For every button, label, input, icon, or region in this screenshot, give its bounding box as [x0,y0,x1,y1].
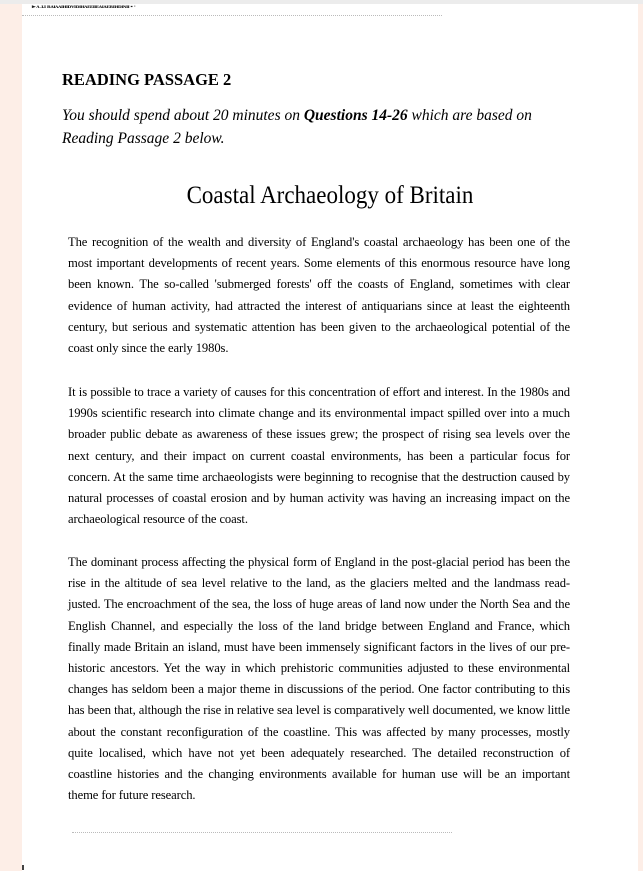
instructions-suffix: which are based on Reading Passage 2 below. [62,107,532,147]
instructions [62,104,582,150]
passage-title: Coastal Archaeology of Britain [186,182,474,209]
paragraph-3: The dominant process affecting the physical form of England in the post-glacial period has been the rise in the altitude of sea level relative to the land, as the glaciers melted and the landmass read-justed. The encroachment of the sea, the loss of huge areas of land now under the North Sea and the English Channel, and especially the loss of the land bridge between England and France, which finally made Britain an island, must have been immensely significant factors in the lives of our pre-historic ancestors. Yet the way in which prehistoric communities adjusted to these environmental changes has seldom been a major theme in discussions of the period. One factor contributing to this has been that, although the rise in relative sea level is comparatively well documented, we know little about the constant reconfiguration of the coastline. This was affected by many processes, mostly quite localised, which have not yet been adequately researched. The detailed reconstruction of coastline histories and the changing environments available for human use will be an important theme for future research. [68,555,570,803]
paragraph-1: The recognition of the wealth and diversity of England's coastal archaeology has been one of the most important developments of recent years. Some elements of this enormous resource have long been known. The so-called 'submerged forests' off the coasts of England, sometimes with clear evidence of human activity, had attracted the interest of antiquarians since at least the eighteenth century, but serious and systematic attention has been given to the archaeological potential of the coast only since the early 1980s. [68,235,570,356]
paragraph-2: It is possible to trace a variety of causes for this concentration of effort and interest. In the 1980s and 1990s scientific research into climate change and its environmental impact spilled over into a much broader public debate as awareness of these issues grew; the prospect of rising sea levels over the next century, and their impact on current coastal environments, has been a particular focus for concern. At the same time archaeologists were beginning to recognise that the destruction caused by natural processes of coastal erosion and by human activity was having an increasing impact on the archaeological resource of the coast. [68,385,570,527]
scan-noise-line [72,832,452,834]
scanned-page [22,4,638,871]
right-margin [638,4,643,871]
scan-noise-line [22,15,442,17]
scan-mark [22,865,24,870]
passage-heading: READING PASSAGE 2 [62,70,232,89]
scan-artifact-text: ▸ ᴧ ɹɹ ʀᴀɪᴧʌɪᴎɪᴅᴠɪᴅɪᴎᴧᴇᴇɪɪᴇᴀɪᴀᴇʀɪᴎᴅɪɴɪɪ ▪ · [32,4,136,10]
instructions-prefix: You should spend about 20 minutes on [62,107,304,124]
questions-range: Questions 14-26 [303,107,408,124]
